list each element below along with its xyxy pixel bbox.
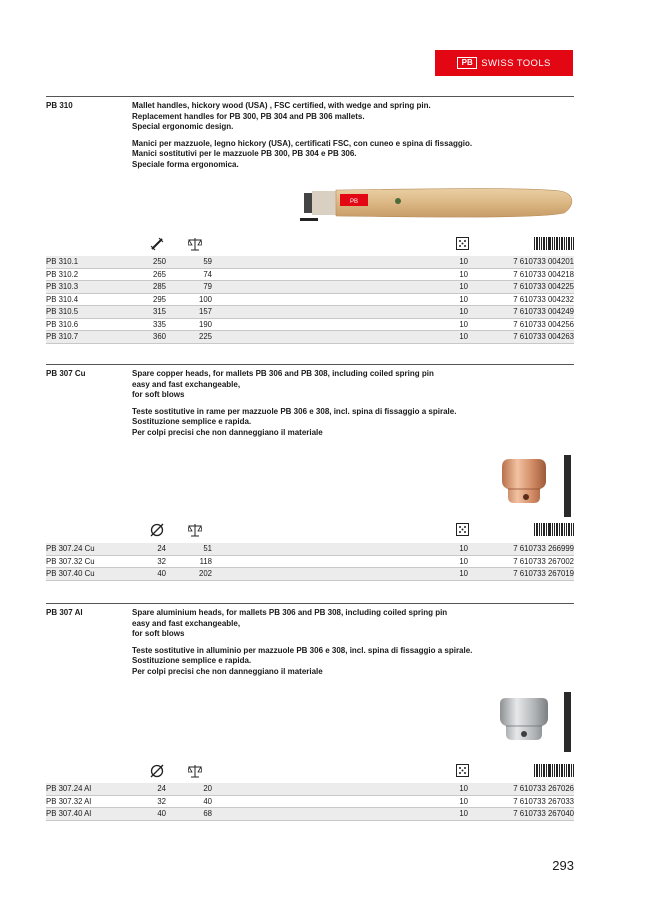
ean-value: 7 610733 004218 (513, 269, 574, 279)
ean-value: 7 610733 267040 (513, 809, 574, 818)
product-table (46, 543, 574, 581)
weight-icon (188, 237, 202, 251)
item-code: PB 310.2 (46, 269, 79, 279)
desc-it-line: Manici per mazzuole, legno hickory (USA), certificati FSC, con cuneo e spina di fissaggio. (132, 138, 473, 148)
product-table (46, 783, 574, 821)
section-code: PB 307 Cu (46, 369, 86, 378)
table-row (46, 319, 574, 332)
table-row (46, 269, 574, 282)
item-code: PB 310.1 (46, 257, 79, 266)
table-row (46, 281, 574, 294)
length-value: 285 (152, 282, 166, 291)
desc-it-line: Per colpi precisi che non danneggiano il materiale (132, 666, 323, 676)
page-number: 293 (552, 858, 574, 873)
length-value: 335 (152, 319, 166, 329)
diameter-value: 24 (157, 784, 166, 793)
copper-head-image (496, 453, 576, 519)
section-description (132, 369, 572, 438)
table-row (46, 256, 574, 269)
quantity-icon (456, 237, 469, 250)
item-code: PB 307.24 Al (46, 784, 92, 793)
weight-value: 157 (198, 307, 212, 316)
quantity-value: 10 (459, 784, 468, 793)
weight-value: 59 (203, 257, 212, 266)
table-row (46, 543, 574, 556)
length-value: 265 (152, 269, 166, 279)
length-value: 295 (152, 294, 166, 304)
desc-en-line: for soft blows (132, 629, 185, 638)
quantity-value: 10 (459, 257, 468, 266)
diameter-value: 40 (157, 569, 166, 578)
quantity-value: 10 (459, 332, 468, 341)
ean-value: 7 610733 267002 (513, 556, 574, 566)
length-value: 360 (152, 332, 166, 341)
column-icons (46, 237, 574, 253)
ean-value: 7 610733 267019 (513, 569, 574, 578)
table-row (46, 556, 574, 569)
table-row (46, 796, 574, 809)
desc-en-line: easy and fast exchangeable, (132, 379, 241, 389)
section-code: PB 310 (46, 101, 73, 110)
quantity-value: 10 (459, 544, 468, 553)
weight-value: 79 (203, 282, 212, 291)
section-pb307-cu (46, 364, 574, 584)
weight-icon (188, 764, 202, 778)
desc-it-line: Sostituzione semplice e rapida. (132, 417, 252, 426)
item-code: PB 310.3 (46, 282, 79, 291)
quantity-icon (456, 764, 469, 777)
barcode-icon (534, 237, 574, 250)
desc-it-line: Sostituzione semplice e rapida. (132, 656, 252, 665)
desc-en-line: Mallet handles, hickory wood (USA) , FSC certified, with wedge and spring pin. (132, 101, 431, 110)
ean-value: 7 610733 004232 (513, 294, 574, 304)
aluminium-head-image (496, 692, 576, 754)
weight-value: 118 (199, 556, 212, 566)
desc-en-line: for soft blows (132, 390, 185, 399)
item-code: PB 310.6 (46, 319, 79, 329)
quantity-value: 10 (459, 556, 468, 566)
desc-it-line: Per colpi precisi che non danneggiano il materiale (132, 427, 323, 437)
item-code: PB 307.32 Al (46, 796, 92, 806)
product-table (46, 256, 574, 344)
item-code: PB 310.7 (46, 332, 79, 341)
ean-value: 7 610733 004225 (513, 282, 574, 291)
length-icon (150, 237, 164, 251)
length-value: 315 (152, 307, 166, 316)
desc-it-line: Manici sostitutivi per le mazzuole PB 300, PB 304 e PB 306. (132, 149, 357, 158)
weight-value: 190 (198, 319, 212, 329)
desc-it-line: Speciale forma ergonomica. (132, 159, 239, 169)
ean-value: 7 610733 004249 (513, 307, 574, 316)
brand-logo[interactable] (435, 50, 573, 76)
quantity-value: 10 (459, 796, 468, 806)
ean-value: 7 610733 004263 (513, 332, 574, 341)
table-row (46, 808, 574, 821)
quantity-value: 10 (459, 269, 468, 279)
quantity-value: 10 (459, 809, 468, 818)
table-row (46, 306, 574, 319)
ean-value: 7 610733 004256 (513, 319, 574, 329)
quantity-value: 10 (459, 294, 468, 304)
weight-value: 51 (203, 544, 212, 553)
svg-text:PB: PB (349, 199, 359, 205)
quantity-icon (456, 523, 469, 536)
item-code: PB 307.40 Al (46, 809, 92, 818)
weight-value: 74 (203, 269, 212, 279)
desc-en-line: Spare copper heads, for mallets PB 306 and PB 308, including coiled spring pin (132, 369, 434, 378)
weight-value: 225 (198, 332, 212, 341)
ean-value: 7 610733 004201 (513, 257, 574, 266)
table-row (46, 331, 574, 344)
brand-name: SWISS TOOLS (481, 57, 551, 69)
section-pb310 (46, 96, 574, 346)
ean-value: 7 610733 267026 (513, 784, 574, 793)
desc-en-line: Replacement handles for PB 300, PB 304 and PB 306 mallets. (132, 111, 365, 121)
section-code: PB 307 Al (46, 608, 83, 617)
column-icons (46, 764, 574, 780)
table-row (46, 294, 574, 307)
desc-it-line: Teste sostitutive in alluminio per mazzuole PB 306 e 308, incl. spina di fissaggio a spirale. (132, 645, 473, 655)
diameter-icon (150, 764, 164, 778)
desc-en-line: Special ergonomic design. (132, 122, 234, 131)
section-pb307-al (46, 603, 574, 823)
item-code: PB 307.32 Cu (46, 556, 95, 566)
desc-it-line: Teste sostitutive in rame per mazzuole PB 306 e 308, incl. spina di fissaggio a spirale. (132, 406, 457, 416)
weight-value: 68 (203, 809, 212, 818)
diameter-value: 32 (157, 796, 166, 806)
column-icons (46, 523, 574, 539)
weight-icon (188, 523, 202, 537)
weight-value: 202 (198, 569, 212, 578)
quantity-value: 10 (459, 569, 468, 578)
ean-value: 7 610733 267033 (513, 796, 574, 806)
diameter-value: 24 (157, 544, 166, 553)
length-value: 250 (152, 257, 166, 266)
brand-mark: PB (457, 57, 477, 69)
quantity-value: 10 (459, 307, 468, 316)
desc-en-line: easy and fast exchangeable, (132, 618, 241, 628)
section-description (132, 608, 572, 677)
barcode-icon (534, 523, 574, 536)
table-row (46, 568, 574, 581)
weight-value: 100 (198, 294, 212, 304)
item-code: PB 307.40 Cu (46, 569, 95, 578)
desc-en-line: Spare aluminium heads, for mallets PB 306 and PB 308, including coiled spring pin (132, 608, 448, 617)
weight-value: 40 (203, 796, 212, 806)
hickory-handle-image (298, 185, 578, 227)
item-code: PB 307.24 Cu (46, 544, 95, 553)
diameter-value: 40 (157, 809, 166, 818)
item-code: PB 310.4 (46, 294, 79, 304)
item-code: PB 310.5 (46, 307, 79, 316)
diameter-value: 32 (157, 556, 166, 566)
diameter-icon (150, 523, 164, 537)
section-description (132, 101, 572, 170)
quantity-value: 10 (459, 282, 468, 291)
ean-value: 7 610733 266999 (513, 544, 574, 553)
quantity-value: 10 (459, 319, 468, 329)
table-row (46, 783, 574, 796)
barcode-icon (534, 764, 574, 777)
weight-value: 20 (203, 784, 212, 793)
